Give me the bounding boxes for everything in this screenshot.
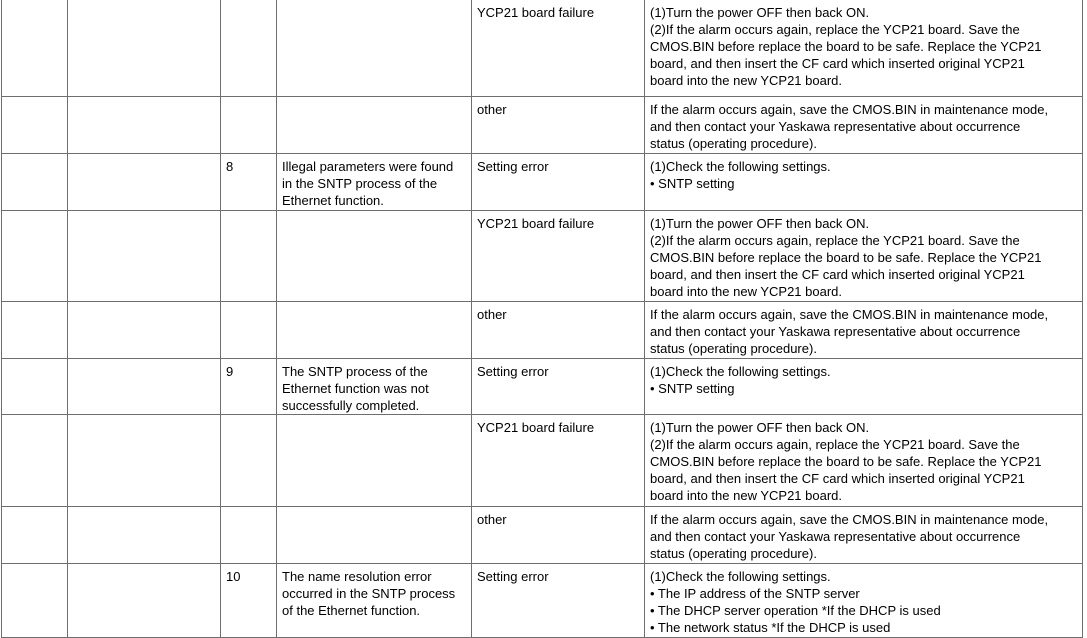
description-line: occurred in the SNTP process (282, 585, 456, 601)
remedy-cell (645, 96, 1083, 153)
cause-text: Setting error (477, 568, 549, 584)
remedy-line: and then contact your Yaskawa representative about occurrence (650, 528, 1021, 544)
alarm-code-cell (2, 96, 68, 153)
table-row (2, 563, 1083, 637)
description-cell (277, 358, 472, 414)
cause-cell (472, 414, 645, 506)
remedy-cell (645, 563, 1083, 637)
description-cell (277, 301, 472, 358)
remedy-cell (645, 153, 1083, 210)
description-line: of the Ethernet function. (282, 602, 421, 618)
description-cell (277, 563, 472, 637)
sub-code-cell (221, 506, 277, 563)
remedy-line: board into the new YCP21 board. (650, 283, 843, 299)
table-row (2, 358, 1083, 414)
cause-text: YCP21 board failure (477, 419, 595, 435)
description-cell (277, 153, 472, 210)
alarm-code-cell (2, 414, 68, 506)
remedy-line: • SNTP setting (650, 380, 735, 396)
description-cell (277, 96, 472, 153)
description-cell (277, 0, 472, 96)
remedy-line: CMOS.BIN before replace the board to be safe. Replace the YCP21 (650, 39, 1042, 54)
alarm-code-cell (2, 301, 68, 358)
remedy-line: board, and then insert the CF card which inserted original YCP21 (650, 56, 1025, 71)
remedy-line: status (operating procedure). (650, 340, 817, 356)
table-row (2, 0, 1083, 96)
remedy-line: • SNTP setting (650, 175, 735, 191)
sub-code-cell (221, 301, 277, 358)
remedy-line: (1)Turn the power OFF then back ON. (650, 419, 870, 435)
sub-code-cell (221, 210, 277, 301)
alarm-name-cell (68, 563, 221, 637)
remedy-line: (1)Turn the power OFF then back ON. (650, 215, 870, 231)
description-line: Ethernet function. (282, 192, 384, 208)
cause-cell (472, 301, 645, 358)
table-row (2, 96, 1083, 153)
alarm-code-cell (2, 0, 68, 96)
remedy-cell (645, 210, 1083, 301)
remedy-line: (2)If the alarm occurs again, replace the YCP21 board. Save the (650, 22, 1020, 37)
cause-cell (472, 153, 645, 210)
alarm-name-cell (68, 301, 221, 358)
remedy-line: • The IP address of the SNTP server (650, 585, 860, 601)
remedy-line: CMOS.BIN before replace the board to be safe. Replace the YCP21 (650, 249, 1042, 265)
cause-cell (472, 96, 645, 153)
description-line: Ethernet function was not (282, 380, 429, 396)
alarm-name-cell (68, 358, 221, 414)
description-line: The SNTP process of the (282, 363, 428, 379)
remedy-line: board into the new YCP21 board. (650, 73, 843, 88)
description-cell (277, 414, 472, 506)
sub-code: 9 (226, 363, 234, 379)
table-row (2, 506, 1083, 563)
remedy-line: and then contact your Yaskawa representative about occurrence (650, 118, 1021, 134)
cause-cell (472, 563, 645, 637)
description-line: successfully completed. (282, 397, 420, 413)
table-row (2, 414, 1083, 506)
remedy-line: • The network status *If the DHCP is used (650, 619, 891, 635)
table-body (2, 0, 1083, 637)
alarm-name-cell (68, 506, 221, 563)
cause-text: other (477, 511, 507, 527)
sub-code-cell (221, 0, 277, 96)
remedy-line: If the alarm occurs again, save the CMOS.BIN in maintenance mode, (650, 306, 1049, 322)
alarm-code-cell (2, 563, 68, 637)
sub-code-cell (221, 563, 277, 637)
sub-code-cell (221, 358, 277, 414)
sub-code-cell (221, 96, 277, 153)
remedy-cell (645, 506, 1083, 563)
remedy-line: and then contact your Yaskawa representative about occurrence (650, 323, 1021, 339)
description-line: in the SNTP process of the (282, 175, 438, 191)
remedy-line: If the alarm occurs again, save the CMOS.BIN in maintenance mode, (650, 101, 1049, 117)
alarm-name-cell (68, 153, 221, 210)
alarm-code-cell (2, 358, 68, 414)
alarm-code-cell (2, 210, 68, 301)
cause-cell (472, 506, 645, 563)
cause-text: other (477, 101, 507, 117)
remedy-line: (1)Turn the power OFF then back ON. (650, 5, 870, 20)
alarm-code-cell (2, 153, 68, 210)
remedy-line: • The DHCP server operation *If the DHCP is used (650, 602, 941, 618)
cause-cell (472, 210, 645, 301)
cause-text: YCP21 board failure (477, 5, 595, 20)
remedy-line: (1)Check the following settings. (650, 363, 831, 379)
description-line: The name resolution error (282, 568, 432, 584)
sub-code: 8 (226, 158, 234, 174)
alarm-name-cell (68, 210, 221, 301)
table-row (2, 301, 1083, 358)
cause-cell (472, 0, 645, 96)
remedy-line: (1)Check the following settings. (650, 568, 831, 584)
remedy-line: (2)If the alarm occurs again, replace the YCP21 board. Save the (650, 232, 1020, 248)
alarm-code-cell (2, 506, 68, 563)
table-row (2, 210, 1083, 301)
cause-cell (472, 358, 645, 414)
remedy-line: If the alarm occurs again, save the CMOS.BIN in maintenance mode, (650, 511, 1049, 527)
remedy-line: board, and then insert the CF card which inserted original YCP21 (650, 266, 1025, 282)
remedy-line: board, and then insert the CF card which inserted original YCP21 (650, 470, 1025, 486)
alarm-name-cell (68, 96, 221, 153)
remedy-line: status (operating procedure). (650, 545, 817, 561)
alarm-name-cell (68, 0, 221, 96)
remedy-cell (645, 414, 1083, 506)
description-line: Illegal parameters were found (282, 158, 454, 174)
alarm-remedy-table (1, 0, 1083, 638)
cause-text: Setting error (477, 158, 549, 174)
remedy-line: CMOS.BIN before replace the board to be safe. Replace the YCP21 (650, 453, 1042, 469)
cause-text: YCP21 board failure (477, 215, 595, 231)
remedy-line: board into the new YCP21 board. (650, 487, 843, 503)
description-cell (277, 506, 472, 563)
remedy-line: (2)If the alarm occurs again, replace the YCP21 board. Save the (650, 436, 1020, 452)
sub-code-cell (221, 414, 277, 506)
remedy-line: status (operating procedure). (650, 135, 817, 151)
cause-text: Setting error (477, 363, 549, 379)
alarm-name-cell (68, 414, 221, 506)
sub-code: 10 (226, 568, 241, 584)
table-row (2, 153, 1083, 210)
remedy-line: (1)Check the following settings. (650, 158, 831, 174)
sub-code-cell (221, 153, 277, 210)
remedy-cell (645, 301, 1083, 358)
remedy-cell (645, 358, 1083, 414)
remedy-cell (645, 0, 1083, 96)
cause-text: other (477, 306, 507, 322)
description-cell (277, 210, 472, 301)
